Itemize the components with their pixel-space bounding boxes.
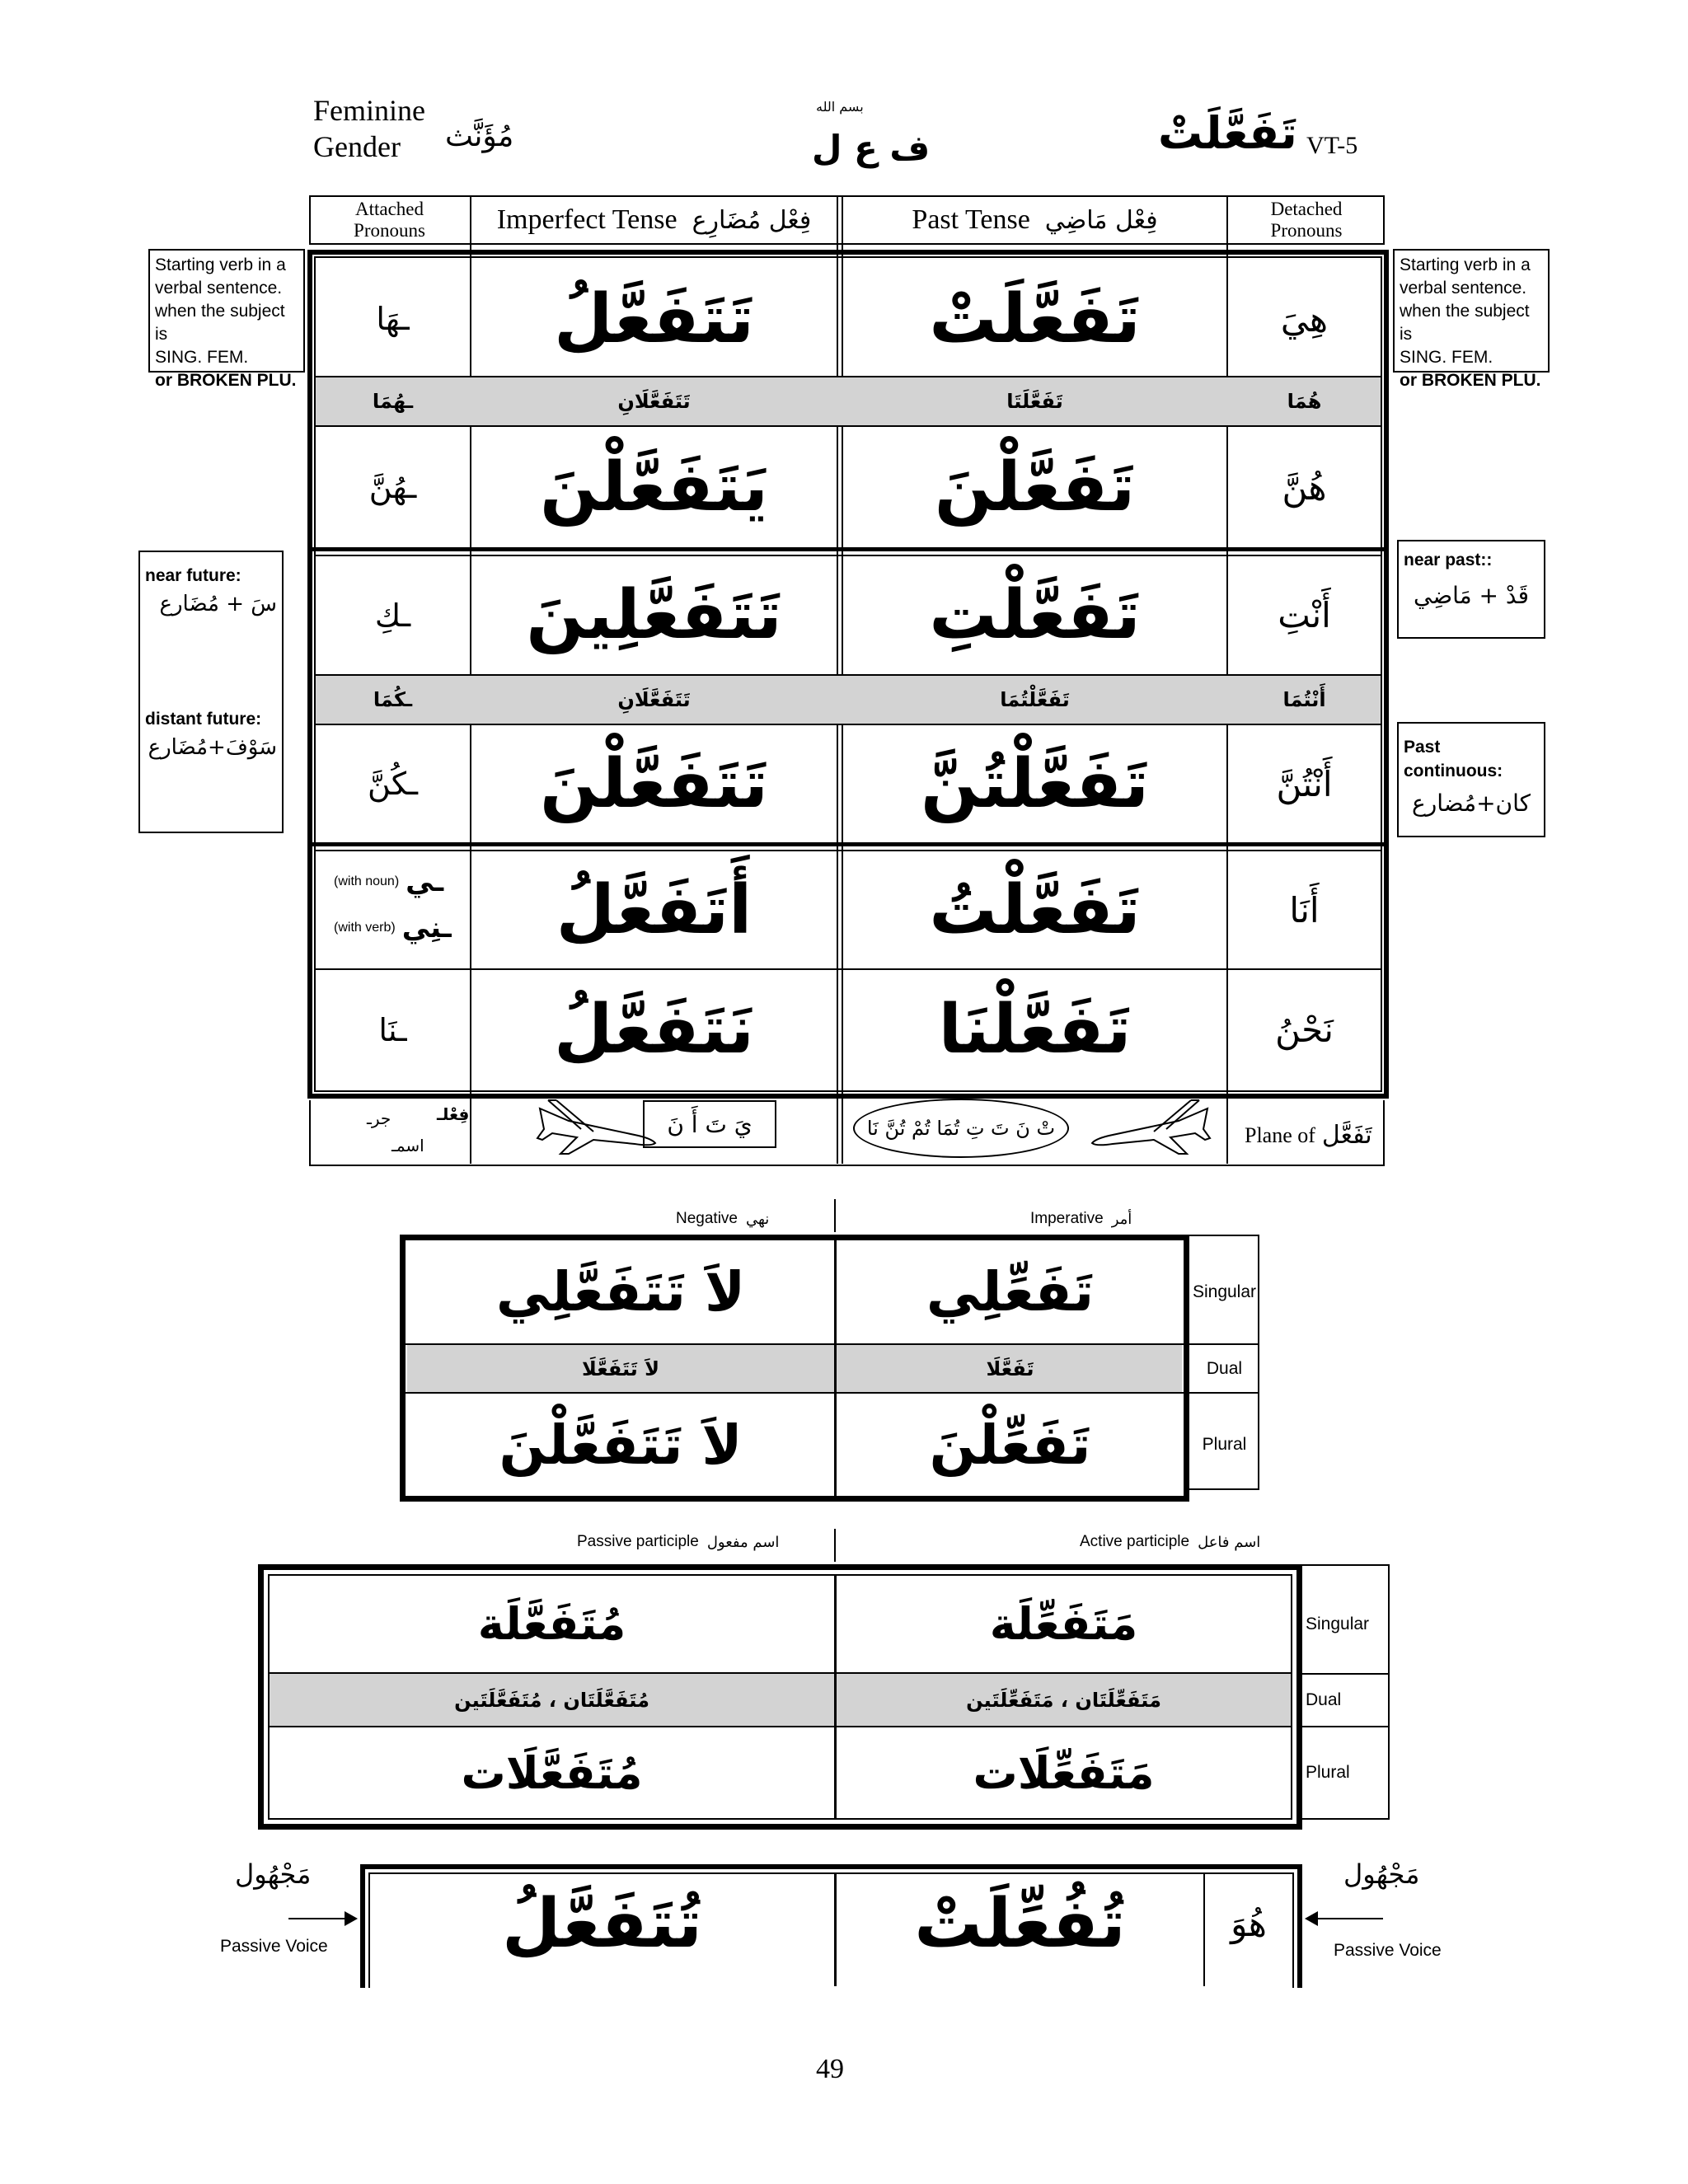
page-code: VT-5: [1306, 132, 1358, 159]
participle-row-2-label: Plural: [1306, 1763, 1350, 1782]
plane-fil: فِعْلـ: [437, 1104, 470, 1124]
passive-pronoun: هُوَ: [1231, 1903, 1267, 1944]
imperative-row-2-label: Plural: [1202, 1435, 1247, 1454]
header-imperfect: [471, 195, 837, 245]
left-starting-verb-note: Starting verb in a verbal sentence. when the subject is SING. FEM. or BROKEN PLU.: [148, 249, 305, 373]
past-suffix-oval: تْ نَ تَ تِ تُمَا تُمْ تُنَّ نَا: [853, 1099, 1069, 1158]
active-participle-header: Active participle اسم فاعل: [1080, 1533, 1261, 1551]
row-1-attached: ـهُمَا: [372, 390, 414, 413]
participle-row-1-active: مَتَفَعِّلَتَان ، مَتَفَعِّلَتَين: [966, 1688, 1161, 1712]
row-4-imperfect: تَتَفَعَّلَانِ: [617, 688, 691, 711]
row-7-imperfect: نَتَفَعَّلُ: [554, 991, 754, 1069]
row-2-past: تَفَعَّلْنَ: [934, 448, 1136, 527]
passive-imperfect: تُتَفَعَّلُ: [502, 1884, 702, 1963]
right-starting-verb-note: Starting verb in a verbal sentence. when the subject is SING. FEM. or BROKEN PLU.: [1393, 249, 1550, 373]
header-past-ar: فِعْل مَاضِي: [1044, 205, 1158, 235]
row-2-imperfect: يَتَفَعَّلْنَ: [540, 448, 768, 527]
with-verb-suffix: ـنِي: [401, 912, 452, 944]
row-4-pronoun: أَنْتُمَا: [1282, 688, 1326, 711]
row-6-past: تَفَعَّلْتُ: [929, 870, 1141, 949]
row-2-pronoun: هُنَّ: [1282, 466, 1327, 508]
row-7-past: تَفَعَّلْنَا: [938, 991, 1132, 1069]
row-0-past: تَفَعَّلَتْ: [929, 279, 1141, 359]
participle-row-0-label: Singular: [1306, 1614, 1370, 1633]
imperative-row-1-negative: لاَ تَتَفَعَّلَا: [581, 1357, 660, 1380]
plane-ism: اسمـ: [392, 1136, 424, 1155]
row-5-imperfect: تَتَفَعَّلْنَ: [540, 744, 768, 823]
ana-attached: [334, 865, 474, 944]
plane-row: [309, 1100, 1385, 1166]
header-past-en: Past Tense: [912, 204, 1030, 235]
header-detached-pronouns: Detached Pronouns: [1270, 199, 1343, 241]
imperative-row-1-label: Dual: [1206, 1358, 1243, 1378]
arrow-left-icon: [1305, 1911, 1318, 1926]
row-6-pronoun: أَنَا: [1289, 889, 1320, 930]
row-5-past: تَفَعَّلْتُنَّ: [921, 744, 1149, 823]
plane-jarr: جرـ: [367, 1108, 392, 1128]
participle-row-0-active: مَتَفَعِّلَة: [989, 1598, 1138, 1650]
row-0-pronoun: هِيَ: [1280, 298, 1329, 340]
participle-row-1-label: Dual: [1306, 1690, 1342, 1709]
row-4-attached: ـكُمَا: [373, 688, 413, 711]
arrow-right-icon: [345, 1911, 358, 1926]
header-imperfect-ar: فِعْل مُضَارِع: [692, 205, 812, 235]
row-5-pronoun: أَنْتُنَّ: [1276, 763, 1333, 804]
title-verb: تَفَعَّلَتْ: [1158, 107, 1297, 159]
row-3-past: تَفَعَّلْتِ: [929, 576, 1141, 654]
row-0-imperfect: تَتَفَعَّلُ: [554, 279, 754, 359]
participle-row-2-active: مَتَفَعِّلَات: [973, 1746, 1155, 1799]
gender-label: Feminine Gender: [313, 94, 425, 163]
passive-participle-header: Passive participle اسم مفعول: [577, 1533, 780, 1551]
row-1-past: تَفَعَّلَتَا: [1006, 390, 1063, 413]
with-verb-label: (with verb): [334, 921, 396, 935]
row-3-pronoun: أَنْتِ: [1278, 595, 1331, 635]
imperative-row-2-imperative: تَفَعِّلْنَ: [929, 1413, 1091, 1477]
row-3-imperfect: تَتَفَعَّلِينَ: [526, 576, 782, 654]
near-past-note: near past:: قَدْ + مَاضِي: [1397, 540, 1545, 639]
airplane-right-icon: [1088, 1092, 1212, 1158]
with-noun-suffix: ـي: [406, 865, 444, 898]
participle-row-0-passive: مُتَفَعَّلَة: [477, 1598, 626, 1650]
with-noun-label: (with noun): [334, 874, 400, 888]
row-1-pronoun: هُمَا: [1287, 390, 1322, 413]
passive-past: تُفُعِّلَتْ: [914, 1884, 1126, 1963]
row-2-attached: ـهُنَّ: [368, 469, 417, 505]
imperative-row-0-negative: لاَ تَتَفَعَّلِي: [495, 1260, 746, 1324]
passive-right-ar: مَجْهُول: [1343, 1858, 1420, 1890]
row-7-attached: ـنَا: [378, 1011, 407, 1048]
airplane-left-icon: [536, 1092, 659, 1158]
passive-right-label: Passive Voice: [1334, 1941, 1442, 1960]
imperative-header: Imperative أمر: [1030, 1210, 1132, 1228]
passive-left-ar: مَجْهُول: [235, 1858, 312, 1890]
negative-header: Negative نهي: [676, 1210, 770, 1228]
imperative-row-1-imperative: تَفَعَّلَا: [986, 1357, 1034, 1380]
gender-arabic: مُؤَنَّث: [445, 120, 514, 153]
row-3-attached: ـكِ: [374, 597, 411, 634]
header-imperfect-en: Imperfect Tense: [496, 204, 678, 235]
bismillah: بسم الله: [816, 99, 864, 115]
passive-left-label: Passive Voice: [220, 1937, 328, 1956]
future-note: near future: سَ + مُضَارع distant future: سَوْفَ+مُضَارع: [138, 551, 284, 833]
header-attached-pronouns: Attached Pronouns: [354, 199, 425, 241]
plane-of-label: Plane of تَفَعَّل: [1245, 1121, 1372, 1150]
row-6-imperfect: أَتَفَعَّلُ: [556, 870, 753, 949]
imperative-row-2-negative: لاَ تَتَفَعَّلْنَ: [499, 1413, 743, 1477]
row-7-pronoun: نَحْنُ: [1275, 1010, 1334, 1050]
header-past: [843, 195, 1226, 245]
imperfect-prefix-box: يَ تَ أَ نَ: [643, 1100, 776, 1148]
row-1-imperfect: تَتَفَعَّلَانِ: [617, 390, 691, 413]
imperative-row-0-imperative: تَفَعِّلِي: [926, 1260, 1095, 1324]
row-5-attached: ـكُنَّ: [367, 766, 419, 802]
row-4-past: تَفَعَّلْتُمَا: [1000, 688, 1070, 711]
imperative-row-0-label: Singular: [1192, 1282, 1257, 1301]
root-letters: ف ع ل: [812, 128, 931, 168]
page-number: 49: [816, 2054, 844, 2084]
row-0-attached: ـهَا: [376, 301, 410, 337]
participle-row-2-passive: مُتَفَعَّلَات: [461, 1746, 643, 1799]
past-continuous-note: Past continuous: كان+مُضارع: [1397, 722, 1545, 837]
participle-row-1-passive: مُتَفَعَّلَتَان ، مُتَفَعَّلَتَين: [454, 1688, 649, 1712]
